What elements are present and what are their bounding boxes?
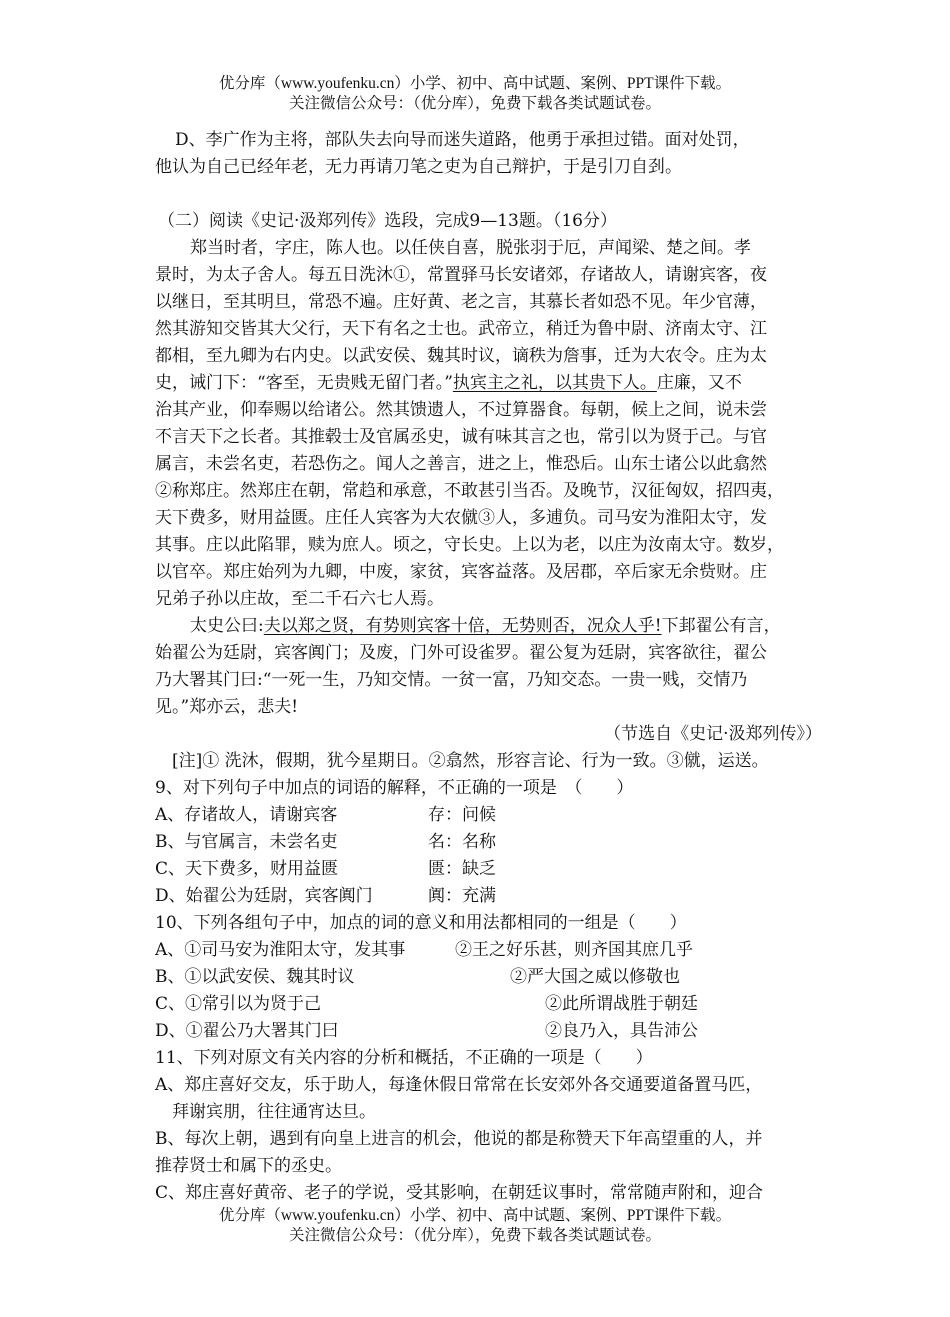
passage-text: 太史公曰: — [190, 616, 264, 636]
passage-line: 以继日，至其明旦，常恐不遍。庄好黄、老之言，其慕长者如恐不见。年少官薄， — [155, 292, 767, 312]
question-10-option-c-1: C、①常引以为贤于己 — [155, 994, 322, 1014]
passage-line: 见。”郑亦云，悲夫! — [155, 697, 299, 717]
question-11-option-b-line-1: B、每次上朝，遇到有向皇上进言的机会，他说的都是称赞天下年高望重的人，并 — [155, 1129, 763, 1149]
passage-line: 都相，至九卿为右内史。以武安侯、魏其时议，谪秩为詹事，迁为大农令。庄为太 — [155, 346, 767, 366]
passage-line: 治其产业，仰奉赐以给诸公。然其馈遗人，不过算器食。每朝，候上之间，说未尝 — [155, 400, 767, 420]
passage-text: 史，诫门下：“客至，无贵贱无留门者。” — [155, 373, 453, 393]
page-header — [0, 74, 950, 114]
passage-line: 天下费多，财用益匮。庄任人宾客为大农僦③人，多逋负。司马安为淮阳太守，发 — [155, 508, 767, 528]
question-9-option-d: D、始翟公为廷尉，宾客阗门 — [155, 886, 373, 906]
passage-source: （节选自《史记·汲郑列传》） — [604, 724, 822, 744]
question-10-option-b-2: ②严大国之威以修敬也 — [510, 967, 680, 987]
passage-line: 始翟公为廷尉，宾客阗门；及废，门外可设雀罗。翟公复为廷尉，宾客欲往，翟公 — [155, 643, 767, 663]
question-11-option-a-line-1: A、郑庄喜好交友，乐于助人，每逢休假日常常在长安郊外各交通要道备置马匹， — [155, 1075, 763, 1095]
question-10-option-a-2: ②王之好乐甚，则齐国其庶几乎 — [455, 940, 693, 960]
intro-option-d-line-2: 他认为自己已经年老，无力再请刀笔之吏为自己辩护，于是引刀自刭。 — [155, 157, 682, 177]
passage-line: 景时，为太子舍人。每五日洗沐①，常置驿马长安诸郊，存诸故人，请谢宾客，夜 — [155, 265, 767, 285]
passage-note: [注]① 洗沐，假期，犹今星期日。②翕然，形容言论、行为一致。③僦，运送。 — [172, 751, 769, 771]
passage-line — [190, 614, 781, 638]
question-9-option-a-explanation: 存：问候 — [428, 805, 496, 825]
header-line-2: 关注微信公众号：（优分库），免费下载各类试题试卷。 — [288, 95, 661, 112]
question-10-option-c-2: ②此所谓战胜于朝廷 — [545, 994, 698, 1014]
question-9-option-a: A、存诸故人，请谢宾客 — [155, 805, 338, 825]
page-footer — [0, 1206, 950, 1246]
question-9-option-c-explanation: 匮：缺乏 — [428, 859, 496, 879]
section-title: （二）阅读《史记·汲郑列传》选段，完成9—13题。（16分） — [158, 211, 617, 231]
passage-line: 然其游知交皆其大父行，天下有名之士也。武帝立，稍迁为鲁中尉、济南太守、江 — [155, 319, 767, 339]
header-line-1: 优分库（www.youfenku.cn）小学、初中、高中试题、案例、PPT课件下载。 — [218, 75, 732, 92]
intro-option-d-line-1: D、李广作为主将，部队失去向导而迷失道路，他勇于承担过错。面对处罚， — [175, 130, 750, 150]
underlined-sentence: 夫以郑之贤，有势则宾客十倍，无势则否，况众人乎! — [263, 616, 662, 636]
underlined-sentence: 执宾主之礼，以其贵下人。 — [452, 373, 657, 393]
question-11-option-c-line-1: C、郑庄喜好黄帝、老子的学说，受其影响，在朝廷议事时，常常随声附和，迎合 — [155, 1183, 764, 1203]
question-10-option-b-1: B、①以武安侯、魏其时议 — [155, 967, 355, 987]
question-10-option-d-1: D、①翟公乃大署其门曰 — [155, 1021, 339, 1041]
passage-line: 郑当时者，字庄，陈人也。以任侠自喜，脱张羽于厄，声闻梁、楚之间。孝 — [190, 238, 751, 258]
question-11-stem: 11、下列对原文有关内容的分析和概括，不正确的一项是（ ） — [155, 1048, 653, 1068]
question-9-option-b: B、与官属言，未尝名吏 — [155, 832, 338, 852]
passage-line — [155, 371, 742, 395]
footer-line-2: 关注微信公众号：（优分库），免费下载各类试题试卷。 — [288, 1227, 661, 1244]
question-9-option-b-explanation: 名：名称 — [428, 832, 496, 852]
passage-line: 属言，未尝名吏，若恐伤之。闻人之善言，进之上，惟恐后。山东士诸公以此翕然 — [155, 454, 767, 474]
question-11-option-b-line-2: 推荐贤士和属下的丞史。 — [155, 1156, 342, 1176]
passage-line: 其事。庄以此陷罪，赎为庶人。顷之，守长史。上以为老，以庄为汝南太守。数岁， — [155, 535, 784, 555]
question-10-option-a-1: A、①司马安为淮阳太守，发其事 — [155, 940, 406, 960]
question-11-option-a-line-2: 拜谢宾朋，往往通宵达旦。 — [172, 1102, 376, 1122]
passage-text: 下邽翟公有言， — [661, 616, 781, 636]
footer-line-1: 优分库（www.youfenku.cn）小学、初中、高中试题、案例、PPT课件下载。 — [218, 1207, 732, 1224]
question-10-stem: 10、下列各组句子中，加点的词的意义和用法都相同的一组是（ ） — [155, 913, 687, 933]
passage-line: 乃大署其门曰:“一死一生，乃知交情。一贫一富，乃知交态。一贵一贱，交情乃 — [155, 670, 748, 690]
passage-line: 兄弟子孙以庄故，至二千石六七人焉。 — [155, 589, 444, 609]
passage-line: ②称郑庄。然郑庄在朝，常趋和承意，不敢甚引当否。及晚节，汉征匈奴，招四夷， — [155, 481, 784, 501]
passage-line: 不言天下之长者。其推毂士及官属丞史，诚有味其言之也，常引以为贤于己。与官 — [155, 427, 767, 447]
question-9-option-c: C、天下费多，财用益匮 — [155, 859, 339, 879]
passage-line: 以官卒。郑庄始列为九卿，中废，家贫，宾客益落。及居郡，卒后家无余赀财。庄 — [155, 562, 767, 582]
question-9-option-d-explanation: 阗：充满 — [428, 886, 496, 906]
passage-text: 庄廉，又不 — [656, 373, 742, 393]
question-10-option-d-2: ②良乃入，具告沛公 — [545, 1021, 698, 1041]
question-9-stem: 9、对下列句子中加点的词语的解释，不正确的一项是 （ ） — [155, 778, 634, 798]
